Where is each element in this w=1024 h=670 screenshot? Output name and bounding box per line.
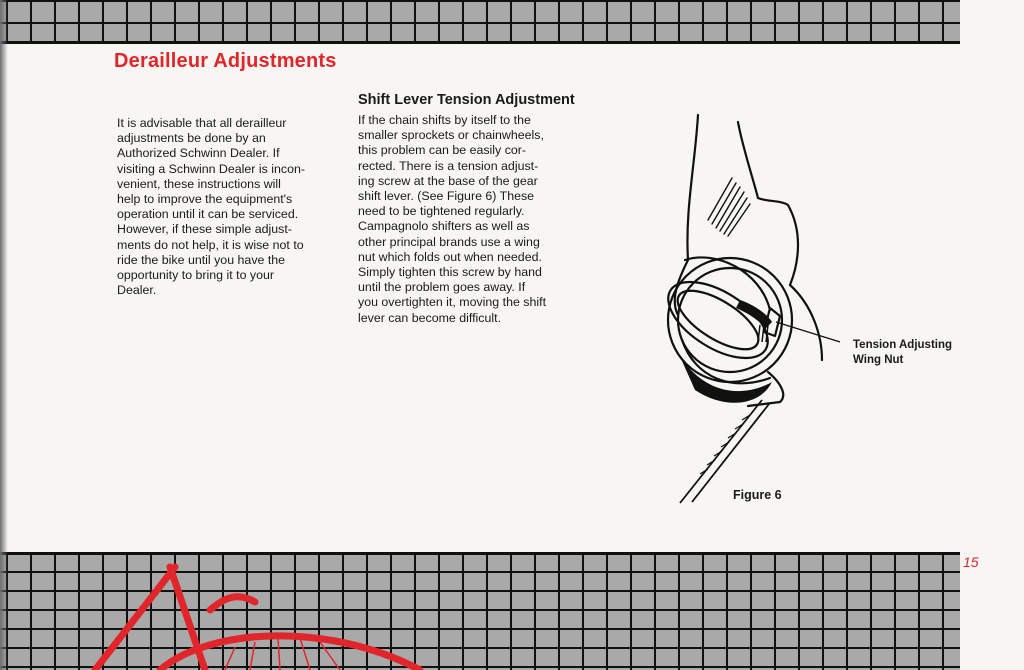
section-paragraph: If the chain shifts by itself to the smaller sprockets or chainwheels, this problem can be easily cor- rected. There is a tension adjust- ing screw at the base of the gear shift lever. (See Figure 6) These need to be tightened regularly. Campagnolo shifters as well as other principal brands use a wing nut which folds out when needed. Simply tighten this screw by hand until the problem goes away. If you overtighten it, moving the shift lever can become difficult. [358, 113, 547, 325]
shift-lever-wing-nut-illustration [640, 110, 840, 520]
page-binding-edge [0, 0, 8, 670]
page-number: 15 [963, 554, 979, 570]
bicycle-artwork [0, 552, 960, 670]
intro-paragraph: It is advisable that all derailleur adjustments be done by an Authorized Schwinn Dealer. If visiting a Schwinn Dealer is incon- venient, these instructions will help to improve the equipment's operation until it can be serviced. However, if these simple adjust- ments do not help, it is wise not to ride the bike until you have the opportunity to bring it to your Dealer. [117, 116, 306, 298]
section-heading: Shift Lever Tension Adjustment [358, 92, 575, 108]
figure-callout: Tension Adjusting Wing Nut [853, 339, 953, 366]
figure-caption: Figure 6 [733, 488, 782, 502]
page-title: Derailleur Adjustments [114, 50, 337, 72]
top-grid-band [0, 0, 960, 44]
